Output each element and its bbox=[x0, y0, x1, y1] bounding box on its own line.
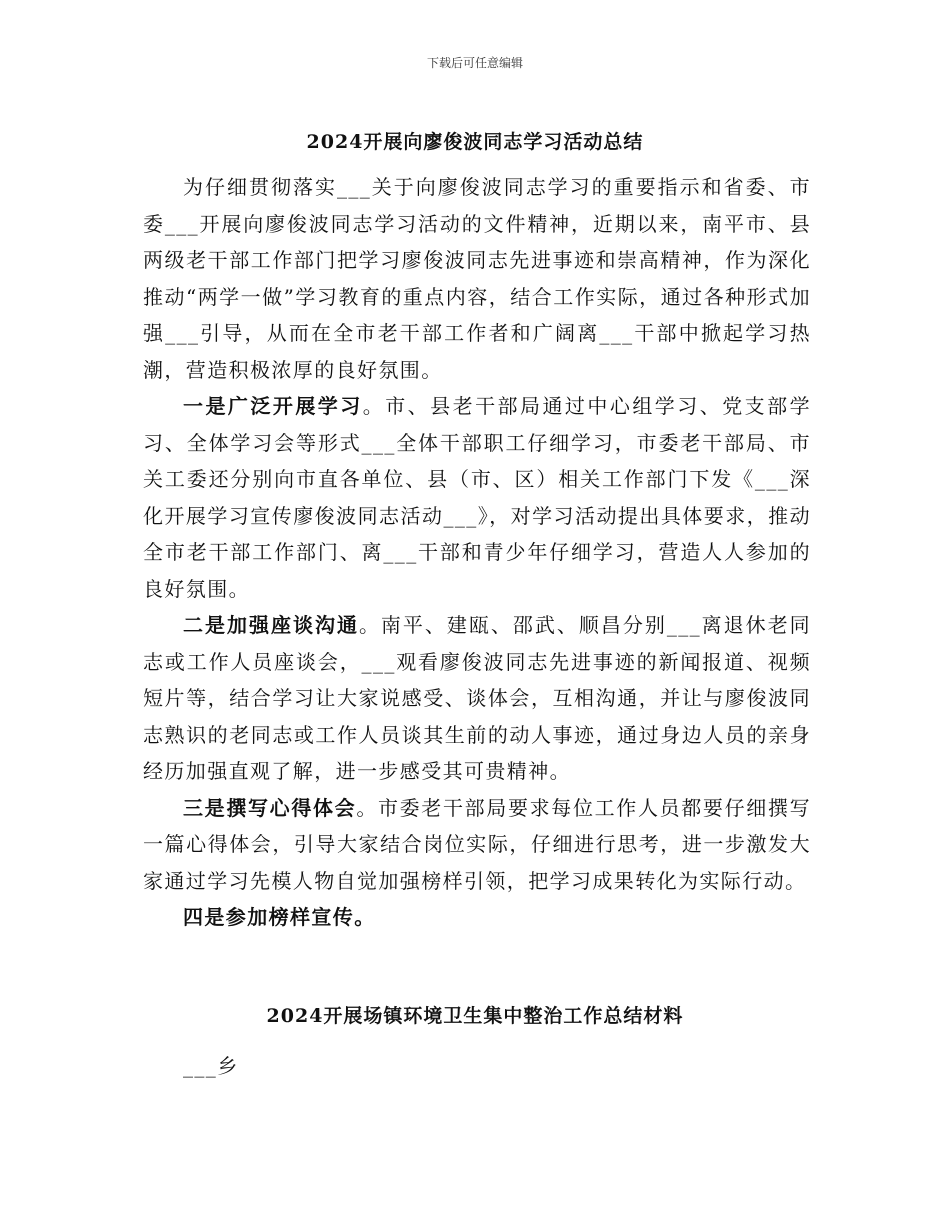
point-4-heading: 四是参加榜样宣传。 bbox=[183, 905, 376, 929]
point-1-heading: 一是广泛开展学习 bbox=[183, 394, 363, 418]
point-3-paragraph bbox=[143, 790, 811, 900]
point-1-text: 。市、县老干部局通过中心组学习、党支部学习、全体学习会等形式___全体干部职工仔细学习，市委老干部局、市关工委还分别向市直各单位、县（市、区）相关工作部门下发《___深化开展学习宣传廖俊波同志活动___》，对学习活动提出具体要求，推动全市老干部工作部门、离___干部和青少年仔细学习，营造人人参加的良好氛围。 bbox=[143, 394, 811, 601]
page-header-note: 下载后可任意编辑 bbox=[426, 56, 523, 70]
second-document-first-line: ___乡 bbox=[183, 1054, 239, 1078]
point-2-paragraph bbox=[143, 607, 811, 790]
document-title: 2024开展向廖俊波同志学习活动总结 bbox=[306, 131, 644, 153]
second-document-title: 2024开展场镇环境卫生集中整治工作总结材料 bbox=[266, 1005, 684, 1027]
point-3-heading: 三是撰写心得体会 bbox=[183, 795, 357, 820]
point-4-paragraph bbox=[143, 899, 811, 936]
point-2-text: 。南平、建瓯、邵武、顺昌分别___离退休老同志或工作人员座谈会，___观看廖俊波同志先进事迹的新闻报道、视频短片等，结合学习让大家说感受、谈体会，互相沟通，并让与廖俊波同志熟识的老同志或工作人员谈其生前的动人事迹，通过身边人员的亲身经历加强直观了解，进一步感受其可贵精神。 bbox=[143, 613, 811, 783]
point-3-text: 。市委老干部局要求每位工作人员都要仔细撰写一篇心得体会，引导大家结合岗位实际，仔细进行思考，进一步激发大家通过学习先模人物自觉加强榜样引领，把学习成果转化为实际行动。 bbox=[143, 795, 811, 893]
intro-paragraph: 为仔细贯彻落实___关于向廖俊波同志学习的重要指示和省委、市委___开展向廖俊波同志学习活动的文件精神，近期以来，南平市、县两级老干部工作部门把学习廖俊波同志先进事迹和崇高精神，作为深化推动“两学一做”学习教育的重点内容，结合工作实际，通过各种形式加强___引导，从而在全市老干部工作者和广阔离___干部中掀起学习热潮，营造积极浓厚的良好氛围。 bbox=[143, 175, 811, 382]
point-2-heading: 二是加强座谈沟通 bbox=[183, 613, 359, 637]
document-body bbox=[143, 169, 811, 936]
point-1-paragraph bbox=[143, 388, 811, 607]
